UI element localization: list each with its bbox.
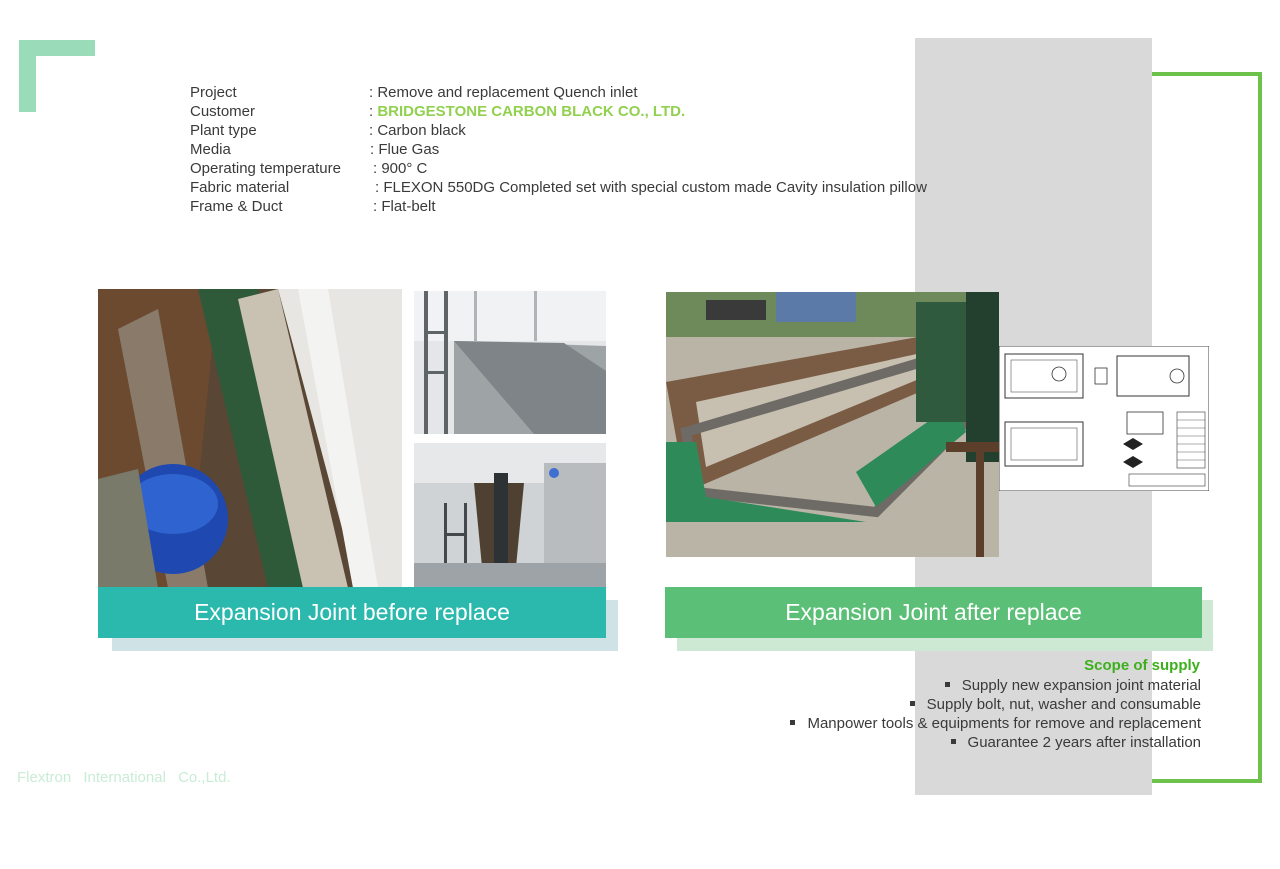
photo-before-main: [98, 289, 402, 588]
info-label: Operating temperature: [190, 160, 341, 177]
caption-before: Expansion Joint before replace: [98, 587, 606, 638]
info-value: : Flue Gas: [370, 141, 440, 158]
info-value: : Flat-belt: [373, 198, 436, 215]
scope-item: [790, 695, 1201, 714]
scope-item-text: Guarantee 2 years after installation: [967, 734, 1201, 751]
bullet-icon: [951, 739, 956, 744]
customer-name: BRIDGESTONE CARBON BLACK CO., LTD.: [377, 103, 686, 120]
photo-after-main: [666, 292, 999, 557]
scope-list: [790, 676, 1201, 752]
info-value: : 900° C: [373, 160, 428, 177]
scope-item: [790, 714, 1201, 733]
company-name: Flextron International Co.,Ltd.: [17, 769, 231, 786]
info-value-customer: [369, 102, 685, 121]
caption-after: Expansion Joint after replace: [665, 587, 1202, 638]
scope-item: [790, 733, 1201, 752]
info-label: Customer: [190, 103, 256, 120]
info-label: Project: [190, 84, 237, 101]
info-label: Frame & Duct: [190, 198, 283, 215]
info-label: Media: [190, 141, 231, 158]
scope-title: Scope of supply: [1084, 657, 1200, 674]
photo-before-top: [414, 291, 606, 434]
info-value-prefix: :: [369, 103, 378, 120]
scope-item-text: Supply bolt, nut, washer and consumable: [926, 696, 1201, 713]
info-value: : Carbon black: [369, 122, 466, 139]
photo-before-bottom: [414, 443, 606, 588]
info-label: Plant type: [190, 122, 257, 139]
scope-item: [790, 676, 1201, 695]
corner-accent-vertical: [19, 40, 36, 112]
info-value: : FLEXON 550DG Completed set with special custom made Cavity insulation pillow: [375, 179, 927, 196]
info-label: Fabric material: [190, 179, 290, 196]
info-value: : Remove and replacement Quench inlet: [369, 84, 638, 101]
scope-item-text: Manpower tools & equipments for remove and replacement: [807, 715, 1201, 732]
bullet-icon: [945, 682, 950, 687]
bullet-icon: [910, 701, 915, 706]
bullet-icon: [790, 720, 795, 725]
scope-item-text: Supply new expansion joint material: [961, 677, 1201, 694]
technical-drawing: [999, 346, 1209, 491]
